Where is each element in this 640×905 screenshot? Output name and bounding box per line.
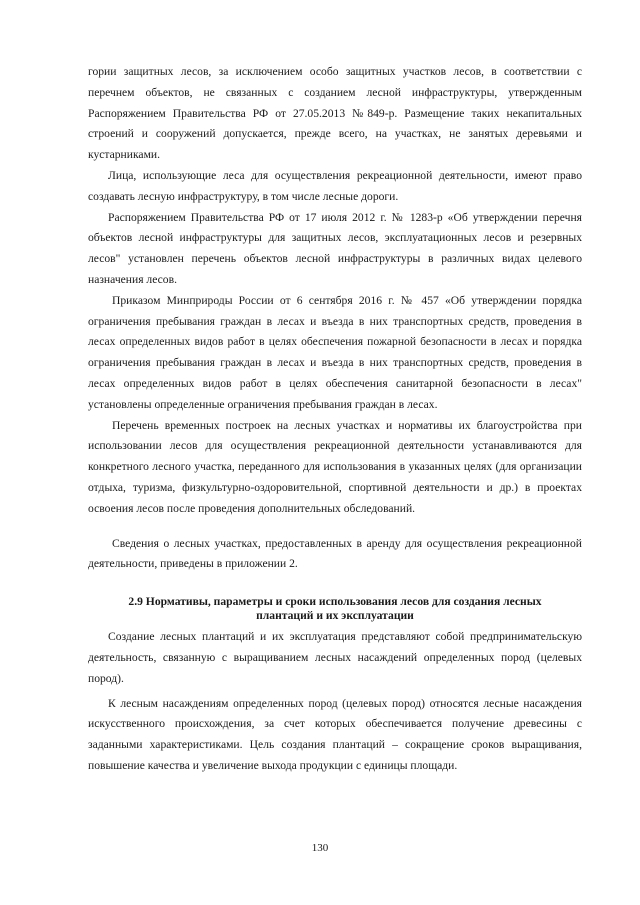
page-number: 130 — [311, 842, 329, 854]
paragraph-temporary-buildings: Перечень временных построек на лесных участках и нормативы их благоустройства при использовании лесов для осуществления рекреационной деятельности устанавливаются для конкретного лесного участка, переданного для использования в указанных целях (для организации отдыха, туризма, физкультурно-оздоровительной, спортивной деятельности и др.) в проектах освоения лесов после проведения дополнительных обследований. — [88, 418, 582, 515]
section-heading-line: 2.9 Нормативы, параметры и сроки использования лесов для создания лесных — [128, 595, 542, 609]
paragraph-plantations-definition: К лесным насаждениям определенных пород (целевых пород) относятся лесные насаждения искусственного происхождения, за счет которых обеспечивается получение древесины с заданными характеристиками. Цель создания плантаций – сокращение сроков выращивания, повышение качества и увеличение выхода продукции с единицы площади. — [88, 696, 582, 772]
paragraph-continued: гории защитных лесов, за исключением особо защитных участков лесов, в соответствии с перечнем объектов, не связанных с созданием лесной инфраструктуры, утвержденным Распоряжением Правительства РФ от 27.05.2013 №849-р. Размещение таких некапитальных строений и сооружений допускается, прежде всего, на участках, не занятых деревьями и кустарниками. — [88, 65, 582, 162]
paragraph-appendix-reference: Сведения о лесных участках, предоставленных в аренду для осуществления рекреационной деятельности, приведены в приложении 2. — [88, 536, 582, 571]
document-page — [88, 62, 582, 777]
spacer — [88, 520, 582, 534]
paragraph-plantations-intro: Создание лесных плантаций и их эксплуатация представляют собой предпринимательскую деятельность, связанную с выращиванием лесных насаждений определенных пород (целевых пород). — [88, 630, 582, 685]
paragraph-order-457: Приказом Минприроды России от 6 сентября 2016 г. № 457 «Об утверждении порядка ограничения пребывания граждан в лесах и въезда в них транспортных средств, проведения в лесах определенных видов работ в целях обеспечения пожарной безопасности в лесах и порядка ограничения пребывания граждан в лесах и въезда в них транспортных средств, проведения в лесах определенных видов работ в целях обеспечения санитарной безопасности в лесах" установлены определенные ограничения пребывания граждан в лесах. — [88, 293, 582, 411]
paragraph-decree-1283: Распоряжением Правительства РФ от 17 июля 2012 г. № 1283-р «Об утверждении перечня объектов лесной инфраструктуры для защитных лесов, эксплуатационных лесов и резервных лесов" установлен перечень объектов лесной инфраструктуры в различных видах целевого назначения лесов. — [88, 210, 582, 286]
paragraph-infrastructure-rights: Лица, использующие леса для осуществления рекреационной деятельности, имеют право создавать лесную инфраструктуру, в том числе лесные дороги. — [88, 168, 582, 203]
section-heading-line: плантаций и их эксплуатации — [256, 609, 414, 623]
spacer — [88, 575, 582, 595]
section-heading — [88, 595, 582, 623]
